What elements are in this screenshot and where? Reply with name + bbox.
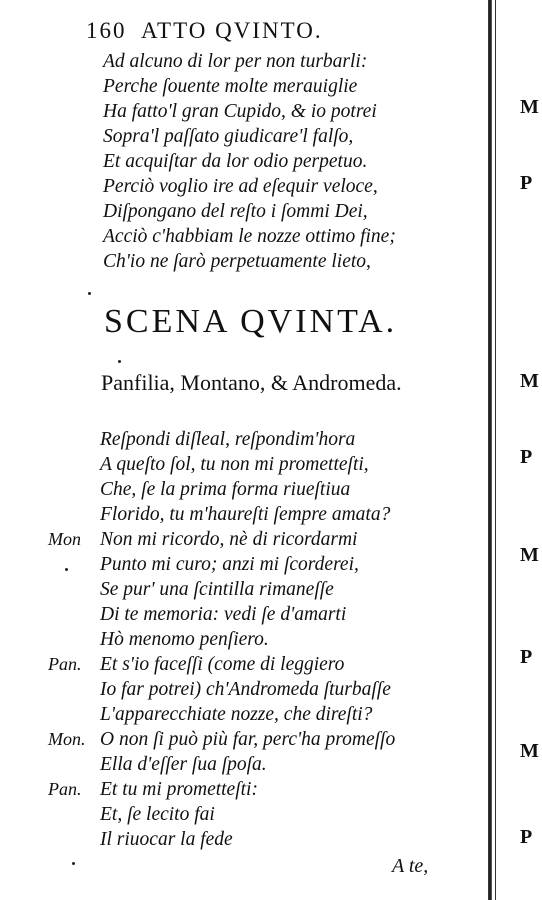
speaker-label: Mon [48, 529, 81, 549]
verse-line: Sopra'l paſſato giudicare'l falſo, [103, 126, 354, 147]
dialogue-line: Ella d'eſſer ſua ſpoſa. [100, 754, 267, 775]
catchword: A te, [392, 855, 429, 877]
verse-line: Diſpongano del reſto i ſommi Dei, [103, 201, 368, 222]
page-edge-line [495, 0, 496, 900]
dialogue-line: Se pur' una ſcintilla rimaneſſe [100, 579, 334, 600]
scene-title: SCENA QVINTA. [104, 303, 398, 340]
dialogue-line: L'apparecchiate nozze, che direſti? [100, 704, 373, 725]
verse-line: Ad alcuno di lor per non turbarli: [103, 51, 368, 72]
speaker-label: Mon. [48, 729, 86, 749]
verse-line: Ch'io ne ſarò perpetuamente lieto, [103, 251, 371, 272]
verse-line: Acciò c'habbiam le nozze ottimo fine; [103, 226, 396, 247]
facing-page-letter: M [520, 96, 539, 118]
dialogue-line: Florido, tu m'haureſti ſempre amata? [100, 504, 391, 525]
page-number: 160 [86, 18, 127, 43]
page-gutter-shadow [488, 0, 492, 900]
verse-line: Ha fatto'l gran Cupido, & io potrei [103, 101, 377, 122]
speaker-label: Pan. [48, 654, 82, 674]
facing-page-letter: M [520, 544, 539, 566]
dialogue-line: Reſpondi diſleal, reſpondim'hora [100, 429, 356, 450]
facing-page-letter: M [520, 740, 539, 762]
facing-page-letter: P [520, 646, 533, 668]
verse-line: Perciò voglio ire ad eſequir veloce, [103, 176, 378, 197]
running-header [86, 18, 323, 44]
ink-speck [118, 360, 121, 363]
ink-speck [72, 862, 75, 865]
cast-list: Panfilia, Montano, & Andromeda. [101, 370, 402, 395]
dialogue-line: Che, ſe la prima forma riueſtiua [100, 479, 351, 500]
dialogue-line: Non mi ricordo, nè di ricordarmi [100, 529, 358, 550]
dialogue-line: Hò menomo penſiero. [100, 629, 269, 650]
speaker-label: Pan. [48, 779, 82, 799]
facing-page-letter: P [520, 446, 533, 468]
ink-speck [65, 568, 68, 571]
facing-page-letter: P [520, 826, 533, 848]
verse-line: Perche ſouente molte merauiglie [103, 76, 358, 97]
dialogue-line: O non ſi può più far, perc'ha promeſſo [100, 729, 396, 750]
facing-page-letter: P [520, 172, 533, 194]
ink-speck [88, 292, 91, 295]
dialogue-line: Et, ſe lecito fai [100, 804, 215, 825]
dialogue-line: A queſto ſol, tu non mi prometteſti, [100, 454, 369, 475]
dialogue-line: Il riuocar la fede [100, 829, 233, 850]
header-title: ATTO QVINTO. [140, 18, 323, 43]
dialogue-line: Punto mi curo; anzi mi ſcorderei, [100, 554, 359, 575]
dialogue-line: Di te memoria: vedi ſe d'amarti [100, 604, 347, 625]
dialogue-line: Et s'io faceſſi (come di leggiero [100, 654, 345, 675]
facing-page-letter: M [520, 370, 539, 392]
verse-line: Et acquiſtar da lor odio perpetuo. [103, 151, 368, 172]
dialogue-line: Io far potrei) ch'Andromeda ſturbaſſe [100, 679, 391, 700]
dialogue-line: Et tu mi prometteſti: [100, 779, 258, 800]
